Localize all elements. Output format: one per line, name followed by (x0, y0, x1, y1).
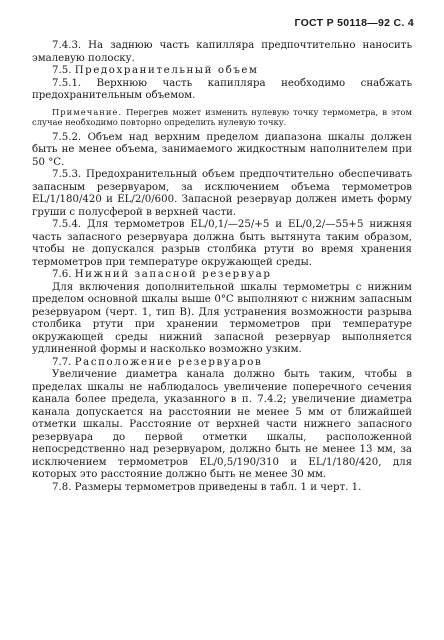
note-text: Перегрев может изменить нулевую точку термометра, в этом случае необходимо повторно определить нулевую точку. (32, 106, 412, 127)
section-title: Предохранительный объем (74, 65, 259, 76)
page-header: ГОСТ Р 50118—92 С. 4 (294, 17, 414, 29)
paragraph-7-7: Увеличение диаметра канала должно быть таким, чтобы в пределах шкалы не наблюдалось увеличение поперечного сечения канала более предела, указанного в п. 7.4.2; увеличение диаметра канала допускается на расстоянии не менее 5 мм от ближайшей отметки шкалы. Расстояние от верхней части нижнего запасного резервуара до первой отметки шкалы, расположенной непосредственно над резервуаром, должно быть не менее 13 мм, за исключением термометров EL/0,5/190/310 и EL/1/180/420, для которых это расстояние должно быть не менее 30 мм. (32, 369, 412, 480)
note-label: Примечание. (52, 106, 123, 117)
paragraph-7-6: Для включения дополнительной шкалы термометры с нижним пределом основной шкалы выше 0°С выполняют с нижним запасным резервуаром (черт. 1, тип В). Для устранения возможности разрыва столбика ртути при хранении термометров при температуре окружающей среды нижний запасной резервуар выполняется удлиненной формы и насколько возможно узким. (32, 281, 412, 355)
note (32, 107, 412, 128)
section-number: 7.6. (52, 269, 75, 280)
paragraph-7-4-3: 7.4.3. На заднюю часть капилляра предпочтительно наносить эмалевую полоску. (32, 40, 412, 64)
document-body (32, 40, 412, 494)
paragraph-7-5-2: 7.5.2. Объем над верхним пределом диапазона шкалы должен быть не менее объема, занимаемого жидкостным наполнителем при 50 °С. (32, 131, 412, 168)
paragraph-7-5-3: 7.5.3. Предохранительный объем предпочтительно обеспечивать запасным резервуаром, за исключением объема термометров EL/1/180/420 и EL/2/0/600. Запасной резервуар должен иметь форму груши с полусферой в верхней части. (32, 169, 412, 218)
section-number: 7.5. (52, 65, 75, 76)
section-heading-7-7 (32, 357, 412, 370)
section-heading-7-5 (32, 65, 412, 78)
section-heading-7-6 (32, 269, 412, 282)
paragraph-7-8: 7.8. Размеры термометров приведены в табл. 1 и черт. 1. (52, 481, 362, 493)
paragraph-7-5-4: 7.5.4. Для термометров EL/0,1/—25/+5 и EL/0,2/—55+5 нижняя часть запасного резервуара должна быть вытянута таким образом, чтобы не допускался разрыв столбика ртути во время хранения термометров при температуре окружающей среды. (32, 219, 412, 268)
section-number: 7.7. (52, 356, 75, 368)
section-title: Расположение резервуаров (74, 356, 263, 368)
paragraph-7-5-1: 7.5.1. Верхнюю часть капилляра необходимо снабжать предохранительным объемом. (32, 77, 412, 101)
section-title: Нижний запасной резервуар (74, 269, 272, 280)
